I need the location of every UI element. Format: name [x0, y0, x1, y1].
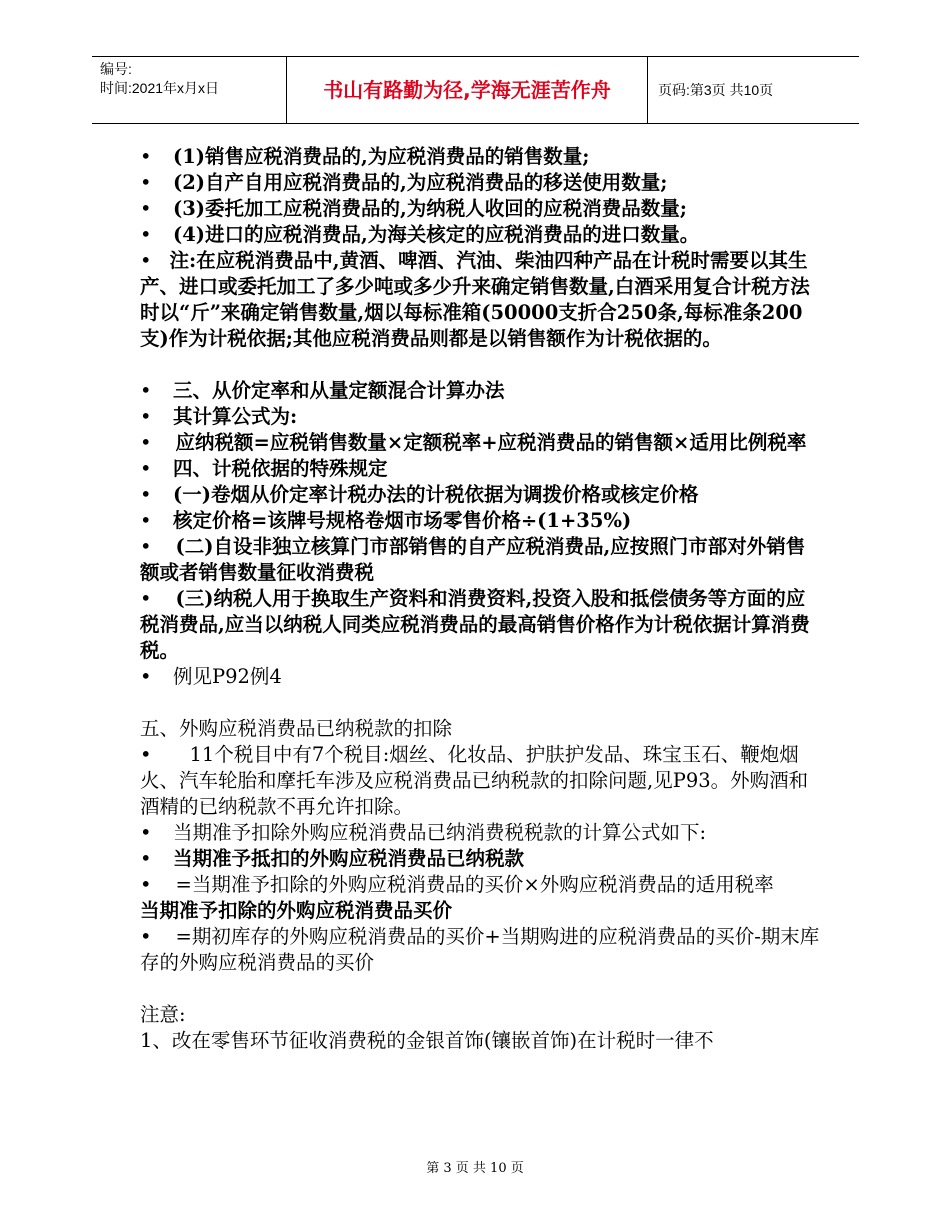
formula-text: 应纳税额=应税销售数量×定额税率+应税消费品的销售额×适用比例税率: [175, 431, 807, 454]
bullet: •: [140, 873, 152, 896]
formula-text: =期初库存的外购应税消费品的买价+当期购进的应税消费品的买价-期末库存的外购应税消费品的买价: [140, 925, 820, 974]
list-item: [140, 846, 820, 872]
list-item: [140, 144, 820, 170]
bullet: •: [140, 405, 152, 428]
attention-heading: 注意:: [140, 1003, 186, 1026]
bullet: •: [140, 925, 152, 948]
list-item: [140, 404, 820, 430]
section-heading: 三、从价定率和从量定额混合计算办法: [173, 379, 505, 402]
paragraph-text: (4)进口的应税消费品,为海关核定的应税消费品的进口数量。: [173, 223, 700, 246]
list-item: [140, 586, 820, 664]
paragraph-text: (1)销售应税消费品的,为应税消费品的销售数量;: [173, 145, 590, 168]
list-item: [140, 534, 820, 586]
list-item: [140, 482, 820, 508]
bullet: •: [140, 483, 152, 506]
bullet: •: [140, 535, 152, 558]
list-item: [140, 508, 820, 534]
list-item: [140, 378, 820, 404]
header-page-info: 页码:第3页 共10页: [658, 82, 774, 98]
list-item: [140, 742, 820, 820]
paragraph-text: 11个税目中有7个税目:烟丝、化妆品、护肤护发品、珠宝玉石、鞭炮烟火、汽车轮胎和摩托车涉及应税消费品已纳税款的扣除问题,见P93。外购酒和酒精的已纳税款不再允许扣除。: [140, 743, 809, 818]
bullet: •: [140, 847, 152, 870]
document-time-label: 时间:2021年x月x日: [100, 80, 220, 96]
paragraph-text: 核定价格=该牌号规格卷烟市场零售价格÷(1+35%): [173, 509, 632, 532]
paragraph-text: 其计算公式为:: [173, 405, 298, 428]
bullet: •: [140, 379, 152, 402]
list-item: [140, 222, 820, 248]
bullet: •: [140, 223, 152, 246]
section-heading: 五、外购应税消费品已纳税款的扣除: [140, 717, 453, 740]
paragraph-text: 当期准予抵扣的外购应税消费品已纳税款: [173, 847, 525, 870]
list-item: [140, 872, 820, 898]
page-header: [92, 56, 859, 124]
list-item: [140, 430, 820, 456]
bullet: •: [140, 743, 152, 766]
document-body: [140, 144, 820, 1054]
list-item: [140, 170, 820, 196]
paragraph-text: (2)自产自用应税消费品的,为应税消费品的移送使用数量;: [173, 171, 668, 194]
bullet: •: [140, 171, 152, 194]
paragraph-text: 当期准予扣除的外购应税消费品买价: [140, 899, 453, 922]
header-meta: [92, 57, 286, 123]
bullet: •: [140, 145, 152, 168]
paragraph-text: (三)纳税人用于换取生产资料和消费资料,投资入股和抵偿债务等方面的应税消费品,应当以纳税人同类应税消费品的最高销售价格作为计税依据计算消费税。: [140, 587, 810, 662]
paragraph-text: 注:在应税消费品中,黄酒、啤酒、汽油、柴油四种产品在计税时需要以其生产、进口或委托加工了多少吨或多少升来确定销售数量,白酒采用复合计税方法时以“斤”来确定销售数量,烟以每标准箱(50000支折合250条,每标准条200支)作为计税依据;其他应税消费品则都是以销售额作为计税依据的。: [140, 249, 810, 350]
page-footer: 第 3 页 共 10 页: [426, 1161, 524, 1176]
bullet: •: [140, 197, 152, 220]
bullet: •: [140, 457, 152, 480]
bullet: •: [140, 509, 152, 532]
list-item: [140, 820, 820, 846]
paragraph-text: 当期准予扣除外购应税消费品已纳消费税税款的计算公式如下:: [173, 821, 707, 844]
document-number-label: 编号:: [100, 61, 132, 77]
header-motto: 书山有路勤为径,学海无涯苦作舟: [286, 57, 648, 123]
list-item: [140, 664, 820, 690]
list-item: [140, 456, 820, 482]
formula-text: =当期准予扣除的外购应税消费品的买价×外购应税消费品的适用税率: [175, 873, 774, 896]
paragraph-text: (一)卷烟从价定率计税办法的计税依据为调拨价格或核定价格: [173, 483, 699, 506]
bullet: •: [140, 249, 152, 272]
section-heading: 四、计税依据的特殊规定: [173, 457, 388, 480]
bullet: •: [140, 821, 152, 844]
list-item: [140, 248, 820, 352]
list-item: [140, 196, 820, 222]
bullet: •: [140, 665, 152, 688]
paragraph-text: (二)自设非独立核算门市部销售的自产应税消费品,应按照门市部对外销售额或者销售数量征收消费税: [140, 535, 806, 584]
list-item: [140, 924, 820, 976]
bullet: •: [140, 587, 152, 610]
bullet: •: [140, 431, 152, 454]
paragraph-text: 1、改在零售环节征收消费税的金银首饰(镶嵌首饰)在计税时一律不: [140, 1029, 714, 1052]
example-reference: 例见P92例4: [173, 665, 282, 688]
paragraph-text: (3)委托加工应税消费品的,为纳税人收回的应税消费品数量;: [173, 197, 688, 220]
